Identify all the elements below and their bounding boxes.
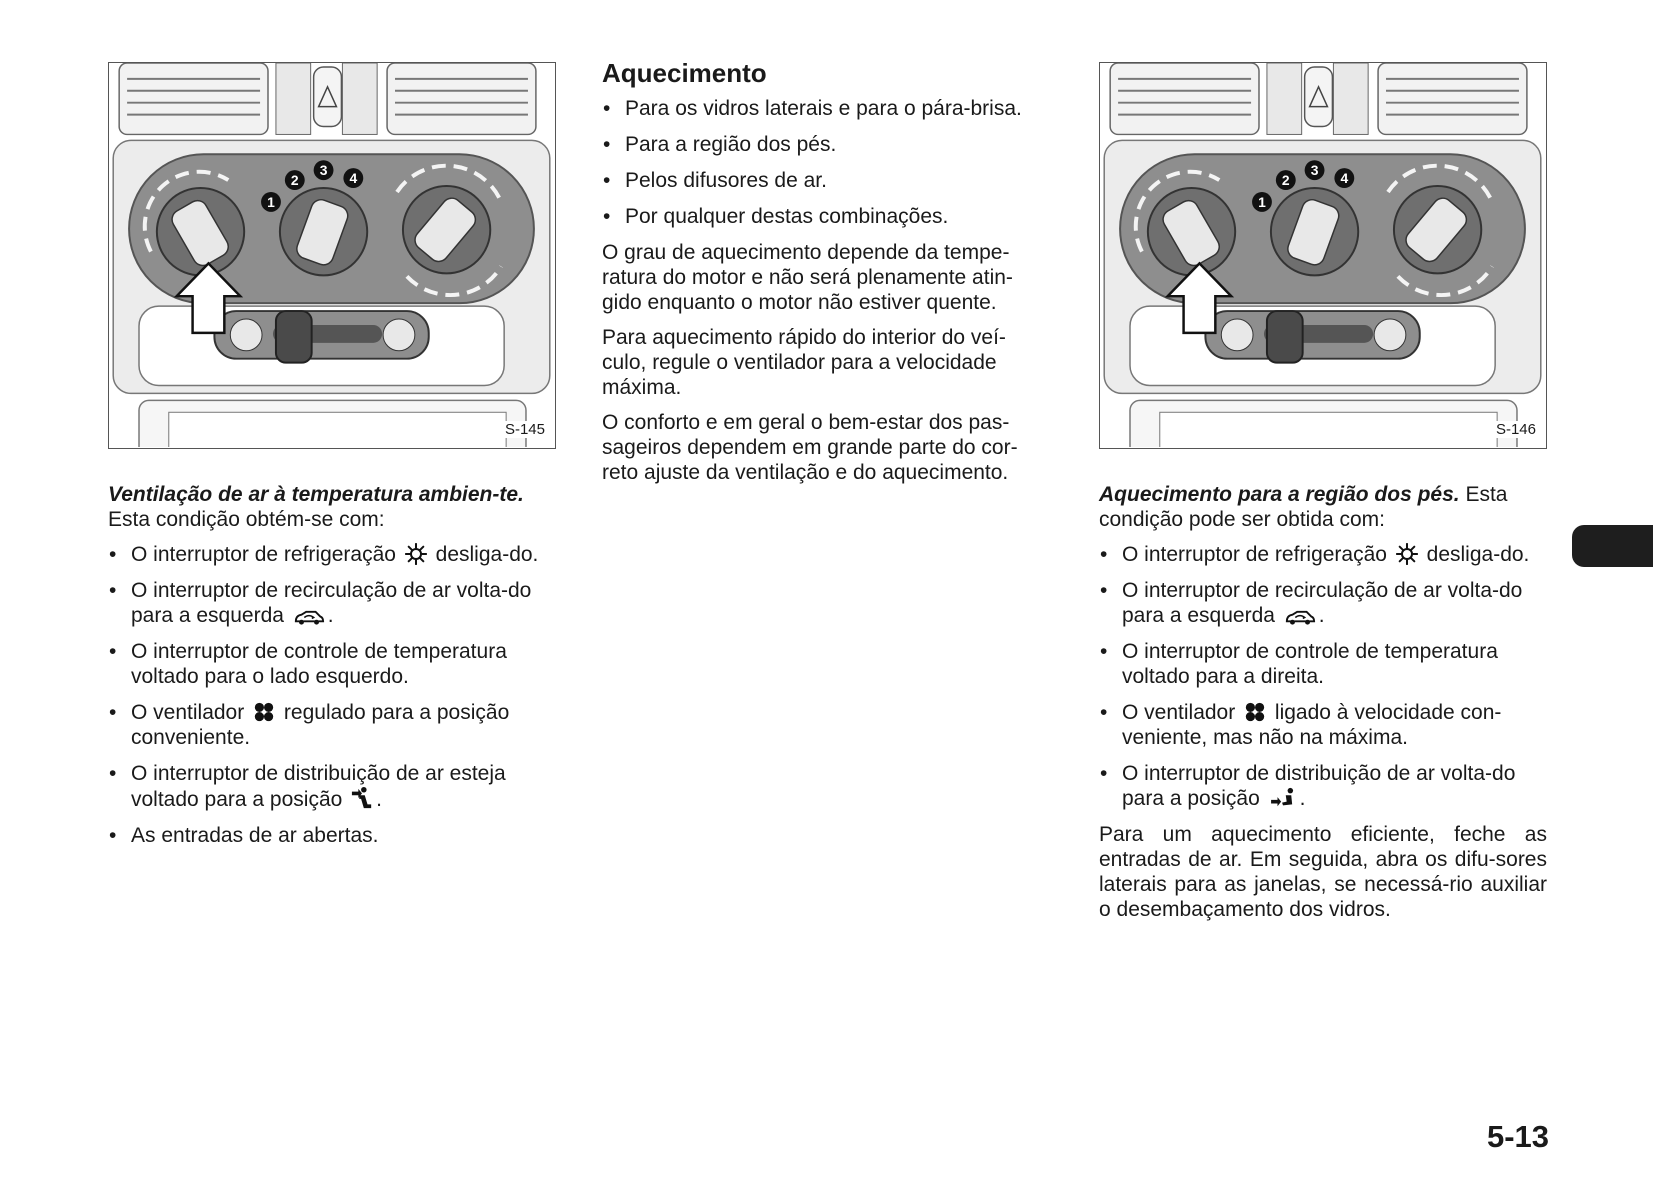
list-item-text: O interruptor de distribuição de ar volta-do para a posição — [1122, 762, 1516, 810]
list-item-text: . — [376, 788, 382, 811]
list-item-text: O interruptor de controle de temperatura voltado para o lado esquerdo. — [131, 640, 507, 688]
figure-label: S-145 — [504, 421, 545, 438]
figure-heater-controls-left — [108, 62, 556, 449]
right-intro — [1099, 482, 1547, 532]
paragraph: Para aquecimento rápido do interior do veí-culo, regule o ventilador para a velocidade máxima. — [602, 326, 1006, 399]
list-item: • Pelos difusores de ar. — [602, 168, 1050, 193]
heater-panel-illustration — [1100, 63, 1545, 447]
list-item-text: As entradas de ar abertas. — [131, 824, 379, 847]
list-item-text: O ventilador — [1122, 701, 1236, 724]
list-item — [1099, 761, 1547, 811]
list-item — [108, 578, 556, 628]
recirculation-car-icon — [1284, 609, 1316, 626]
right-list — [1099, 542, 1547, 811]
left-intro-emphasis: Ventilação de ar à temperatura ambien-te. — [108, 483, 524, 506]
page-number: 5-13 — [1486, 1119, 1549, 1154]
list-item-text: O interruptor de refrigeração — [131, 543, 396, 566]
right-intro-emphasis: Aquecimento para a região dos pés. — [1099, 483, 1460, 506]
list-item-text: . — [1318, 604, 1325, 627]
heater-panel-illustration — [109, 63, 554, 447]
heating-list — [602, 96, 1050, 229]
chapter-tab — [1572, 525, 1653, 567]
list-item — [1099, 578, 1547, 628]
list-item — [1099, 700, 1547, 750]
list-item-text: desliga-do. — [1426, 543, 1530, 566]
list-item — [1099, 639, 1547, 689]
list-item-text: O interruptor de refrigeração — [1122, 543, 1387, 566]
list-item-text: O interruptor de recirculação de ar volta-do para a esquerda — [1122, 579, 1523, 627]
list-item-text: ligado à velocidade con-veniente, mas não na máxima. — [1122, 701, 1502, 749]
left-intro-rest: Esta condição obtém-se com: — [108, 508, 385, 531]
recirculation-car-icon — [293, 609, 325, 626]
snowflake-icon — [405, 543, 427, 565]
list-item — [108, 700, 556, 750]
list-item-text: desliga-do. — [435, 543, 539, 566]
figure-label: S-146 — [1495, 421, 1536, 438]
closing-paragraph: Para um aquecimento eficiente, feche as entradas de ar. Em seguida, abra os difu-sores laterais para as janelas, se necessá-rio auxiliar o desembaçamento dos vidros. — [1099, 823, 1547, 921]
section-heading: Aquecimento — [602, 58, 767, 88]
left-text — [108, 482, 556, 859]
list-item — [108, 761, 556, 812]
list-item — [108, 823, 556, 848]
list-item — [108, 542, 556, 567]
list-item: • Para os vidros laterais e para o pára-brisa. — [602, 96, 1050, 121]
left-list — [108, 542, 556, 848]
paragraph: O grau de aquecimento depende da tempe-ratura do motor e não será plenamente atin-gido enquanto o motor não estiver quente. — [602, 241, 1013, 314]
fan-icon — [1244, 701, 1266, 723]
list-item-text: . — [327, 604, 334, 627]
list-item-text: O interruptor de distribuição de ar esteja voltado para a posição — [131, 762, 506, 811]
left-intro — [108, 482, 556, 532]
air-to-feet-icon — [1269, 787, 1297, 809]
fan-icon — [253, 701, 275, 723]
middle-text — [602, 58, 1050, 495]
list-item-text: regulado para a posição conveniente. — [131, 701, 510, 749]
figure-heater-controls-right — [1099, 62, 1547, 449]
air-to-face-icon — [351, 786, 373, 810]
list-item-text: O interruptor de controle de temperatura voltado para a direita. — [1122, 640, 1498, 688]
list-item — [108, 639, 556, 689]
list-item: • Para a região dos pés. — [602, 132, 1050, 157]
right-text — [1099, 482, 1547, 932]
list-item-text: . — [1299, 787, 1306, 810]
list-item-text: O ventilador — [131, 701, 245, 724]
list-item-text: O interruptor de recirculação de ar volta-do para a esquerda — [131, 579, 532, 627]
list-item — [1099, 542, 1547, 567]
list-item: • Por qualquer destas combinações. — [602, 204, 1050, 229]
right-intro-rest: Esta condição pode ser obtida com: — [1099, 483, 1508, 531]
snowflake-icon — [1396, 543, 1418, 565]
paragraph: O conforto e em geral o bem-estar dos pas-sageiros dependem em grande parte do cor-reto ajuste da ventilação e do aquecimento. — [602, 411, 1018, 484]
